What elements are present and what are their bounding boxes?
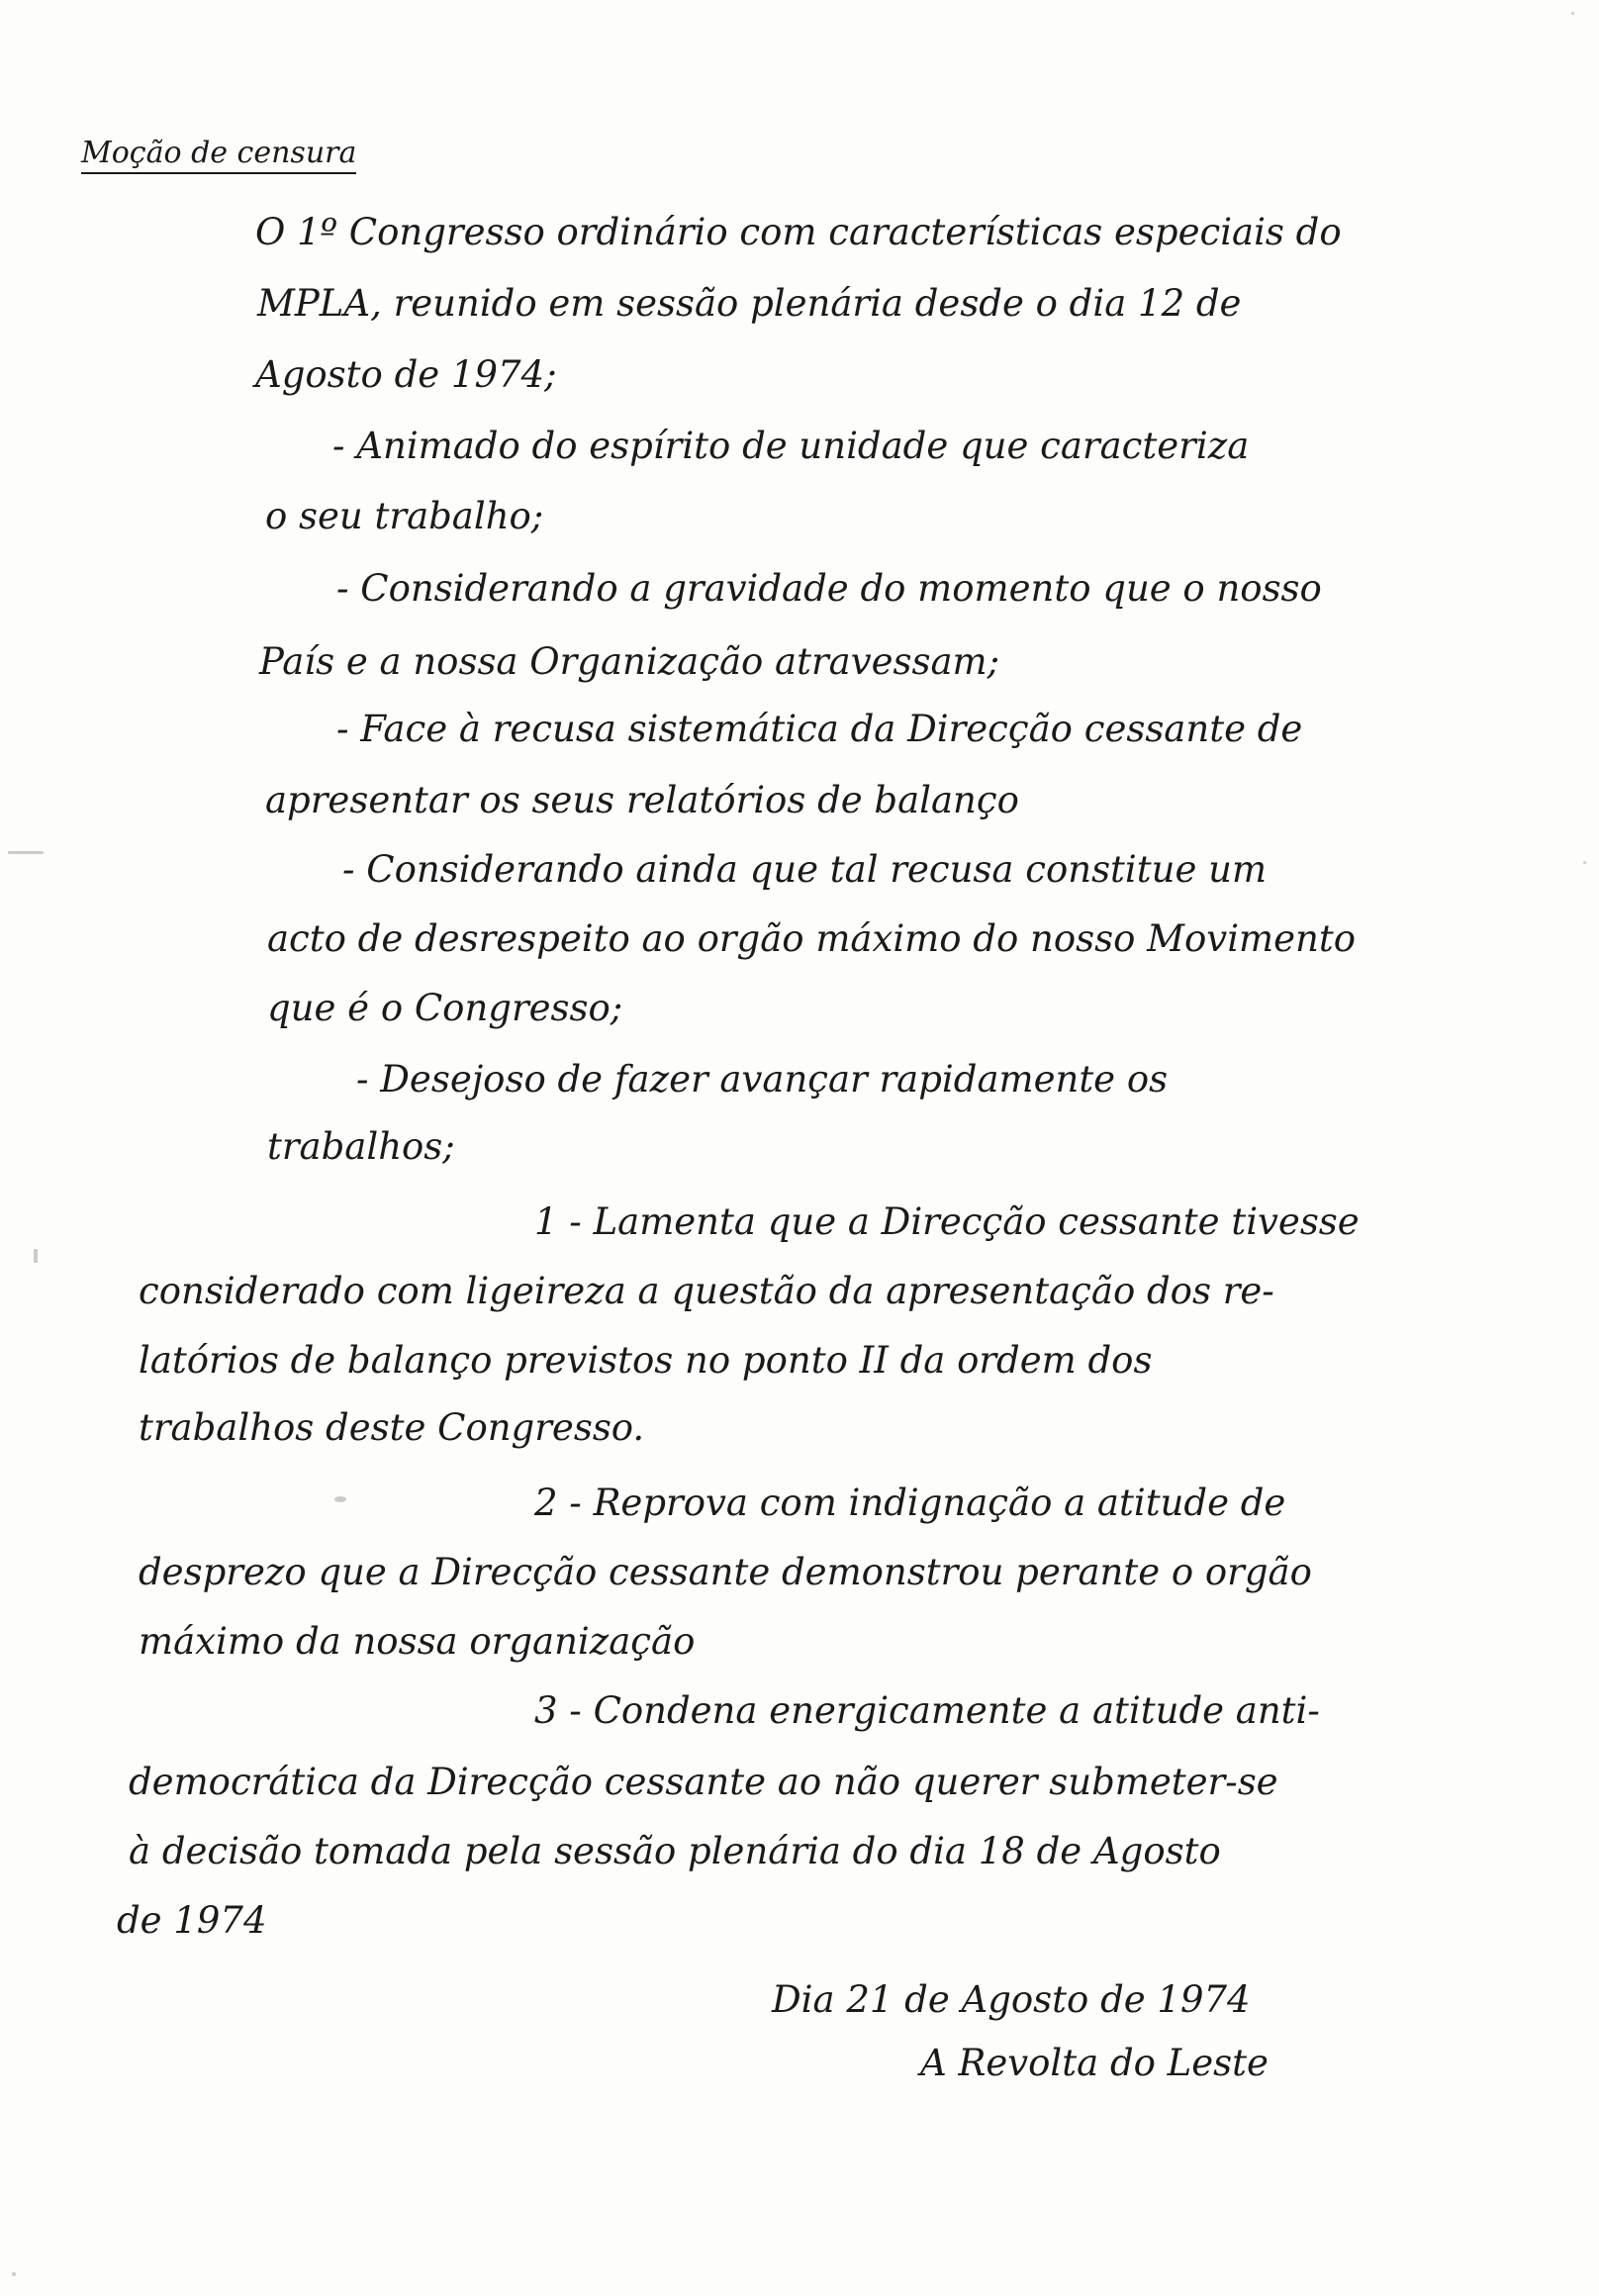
- signature: A Revolta do Leste: [920, 2042, 1269, 2084]
- text-line: trabalhos;: [267, 1125, 455, 1168]
- text-line: 3 - Condena energicamente a atitude anti-: [534, 1689, 1320, 1732]
- text-line: desprezo que a Direcção cessante demonstrou perante o orgão: [139, 1551, 1312, 1593]
- text-line: considerado com ligeireza a questão da apresentação dos re-: [139, 1270, 1274, 1312]
- text-line: País e a nossa Organização atravessam;: [259, 640, 1000, 683]
- text-line: - Animado do espírito de unidade que caracteriza: [332, 425, 1250, 467]
- scan-speck: [8, 851, 44, 854]
- text-line: O 1º Congresso ordinário com características especiais do: [255, 211, 1342, 253]
- text-line: MPLA, reunido em sessão plenária desde o dia 12 de: [257, 282, 1242, 325]
- text-line: 1 - Lamenta que a Direcção cessante tivesse: [534, 1200, 1360, 1243]
- text-line: apresentar os seus relatórios de balanço: [265, 779, 1019, 821]
- text-line: Agosto de 1974;: [255, 353, 557, 396]
- text-line: trabalhos deste Congresso.: [139, 1406, 645, 1449]
- text-line: que é o Congresso;: [267, 987, 623, 1029]
- text-line: acto de desrespeito ao orgão máximo do nosso Movimento: [267, 917, 1356, 960]
- scan-speck: [1583, 861, 1586, 864]
- text-line: - Desejoso de fazer avançar rapidamente os: [356, 1058, 1169, 1100]
- scan-speck: [12, 2272, 16, 2276]
- text-line: democrática da Direcção cessante ao não querer submeter-se: [129, 1761, 1278, 1803]
- text-line: 2 - Reprova com indignação a atitude de: [534, 1482, 1286, 1524]
- text-line: - Face à recusa sistemática da Direcção cessante de: [336, 708, 1303, 750]
- scan-speck: [334, 1496, 346, 1502]
- text-line: o seu trabalho;: [265, 495, 544, 537]
- text-line: de 1974: [117, 1899, 267, 1942]
- scan-speck: [1571, 12, 1574, 15]
- text-line: máximo da nossa organização: [139, 1620, 696, 1663]
- date-line: Dia 21 de Agosto de 1974: [772, 1978, 1251, 2021]
- text-line: latórios de balanço previstos no ponto II da ordem dos: [139, 1339, 1153, 1382]
- text-line: - Considerando ainda que tal recusa constitue um: [342, 848, 1268, 891]
- document-title: Moção de censura: [81, 139, 356, 174]
- scan-speck: [34, 1249, 38, 1263]
- text-line: - Considerando a gravidade do momento que o nosso: [336, 567, 1322, 610]
- text-line: à decisão tomada pela sessão plenária do dia 18 de Agosto: [129, 1830, 1221, 1872]
